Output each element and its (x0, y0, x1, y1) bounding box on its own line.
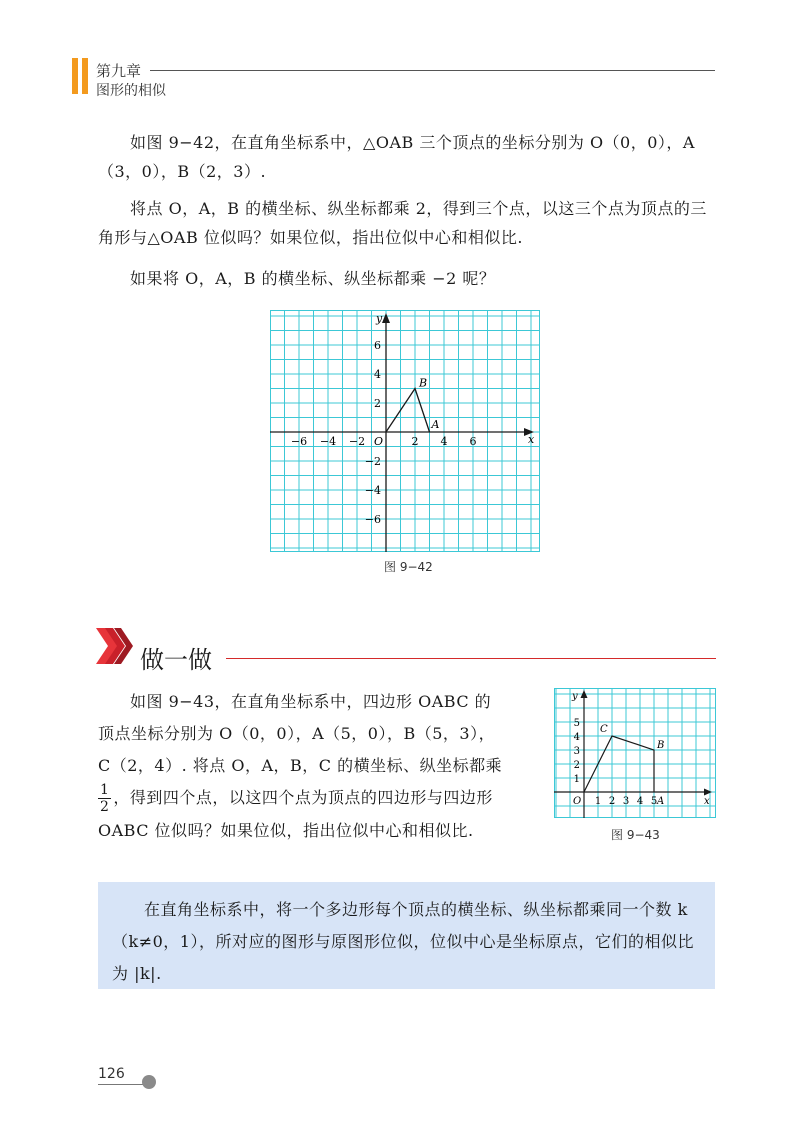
summary-text: 在直角坐标系中，将一个多边形每个顶点的横坐标、纵坐标都乘同一个数 k（k≠0，1），所对应的图形与原图形位似，位似中心是坐标原点，它们的相似比为 |k|. (112, 900, 694, 983)
page-dot (142, 1075, 156, 1089)
point-label-b: B (419, 376, 428, 390)
y-tick-label: 2 (573, 760, 580, 771)
doit-line-1: 如图 9−43，在直角坐标系中，四边形 OABC 的 (130, 692, 492, 711)
y-tick-label: 6 (374, 339, 381, 352)
x-tick-label: 1 (594, 796, 602, 807)
y-tick-label: 2 (374, 397, 381, 410)
y-tick-label: 3 (573, 746, 580, 757)
doit-title-rule (226, 658, 716, 659)
x-tick-label: −6 (290, 435, 308, 448)
fraction-one-half (98, 782, 111, 815)
y-tick-label: 4 (374, 368, 381, 381)
x-tick-label: −2 (348, 435, 366, 448)
y-tick-label: 5 (573, 718, 580, 729)
chapter-label: 第九章 (96, 62, 142, 80)
doit-question (98, 686, 528, 847)
origin-label: O (374, 435, 384, 448)
x-axis-label: x (528, 433, 535, 446)
fraction-numerator: 1 (100, 782, 110, 798)
x-tick-label: 6 (469, 435, 477, 448)
doit-line-2: 顶点坐标分别为 O（0，0），A（5，0），B（5，3）， (98, 724, 496, 743)
x-tick-label: 4 (636, 796, 644, 807)
x-tick-label: 5 (650, 796, 658, 807)
doit-line-4: ，得到四个点，以这四个点为顶点的四边形与四边形 (113, 788, 493, 807)
figure-9-43-coordinate-grid (554, 688, 716, 818)
intro-paragraph-3: 如果将 O，A，B 的横坐标、纵坐标都乘 −2 呢？ (130, 269, 496, 288)
figure-9-42-caption: 图 9−42 (384, 560, 433, 574)
y-tick-label: −4 (364, 484, 381, 497)
header-accent-bar-2 (82, 58, 88, 94)
y-tick-label: −6 (364, 513, 381, 526)
origin-label: O (573, 796, 582, 807)
intro-paragraph-2: 将点 O，A，B 的横坐标、纵坐标都乘 2，得到三个点，以这三个点为顶点的三角形与△OAB 位似吗？如果位似，指出位似中心和相似比. (98, 199, 707, 247)
doit-section-title: 做一做 (140, 646, 212, 674)
fraction-denominator: 2 (100, 799, 110, 815)
x-axis-arrow (704, 789, 712, 796)
x-tick-label: 2 (608, 796, 616, 807)
summary-box (98, 882, 715, 989)
point-label-a: A (657, 796, 665, 807)
point-label-b: B (657, 740, 665, 751)
y-tick-label: −2 (364, 455, 381, 468)
y-axis-label: y (572, 691, 578, 702)
x-tick-label: 3 (622, 796, 630, 807)
y-tick-label: 4 (573, 732, 580, 743)
point-label-c: C (600, 724, 608, 735)
x-tick-label: 2 (411, 435, 419, 448)
y-axis-label: y (376, 312, 383, 325)
chapter-subtitle: 图形的相似 (96, 83, 166, 99)
chevron-arrows-icon (96, 628, 136, 664)
x-tick-label: −4 (319, 435, 337, 448)
point-label-a: A (431, 418, 440, 431)
x-tick-label: 4 (440, 435, 448, 448)
header-accent-bar (72, 58, 78, 94)
figure-9-43-caption: 图 9−43 (611, 828, 660, 842)
header-rule (150, 70, 715, 71)
y-axis-arrow (382, 313, 390, 323)
y-tick-label: 1 (573, 774, 580, 785)
doit-line-5: OABC 位似吗？如果位似，指出位似中心和相似比. (98, 821, 474, 840)
page-number: 126 (98, 1066, 125, 1082)
grid-border (271, 311, 540, 552)
triangle-oab (386, 389, 430, 433)
x-axis-label: x (704, 796, 710, 807)
figure-9-42-coordinate-grid (270, 310, 540, 552)
doit-line-3: C（2，4）. 将点 O，A，B，C 的横坐标、纵坐标都乘 (98, 756, 503, 775)
intro-paragraph-1: 如图 9−42，在直角坐标系中，△OAB 三个顶点的坐标分别为 O（0，0），A（3，0），B（2，3）. (98, 133, 695, 181)
